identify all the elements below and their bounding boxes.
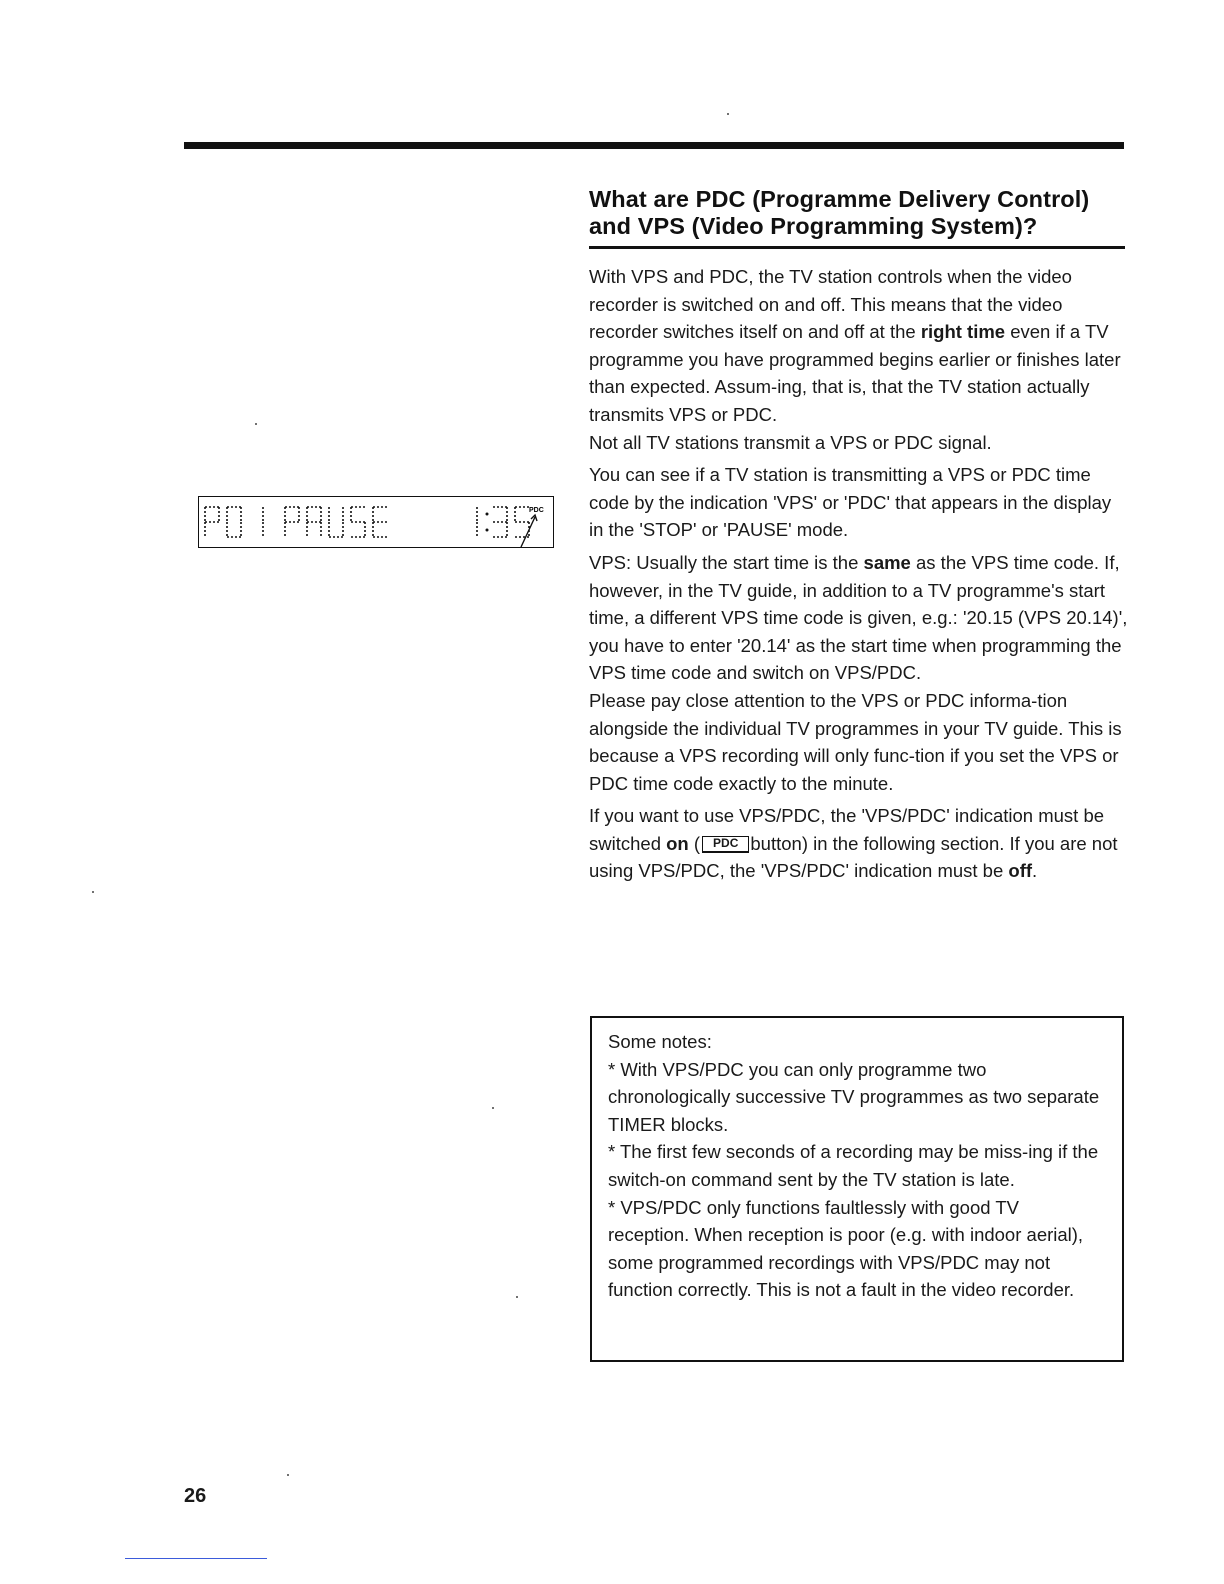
notes-box xyxy=(590,1016,1124,1362)
pdc-button-icon: PDC xyxy=(702,836,749,853)
scan-speck xyxy=(727,113,729,115)
bottom-rule xyxy=(125,1558,267,1559)
body-text xyxy=(589,263,1129,890)
note-item-3: * VPS/PDC only functions faultlessly with good TV reception. When reception is poor (e.g. with indoor aerial), some programmed recordings with VPS/PDC may not function correctly. This is not a fault in the video recorder. xyxy=(608,1196,1084,1301)
p6-text-b: button) in the following section. If you are not using VPS/PDC, the 'VPS/PDC' indication must be xyxy=(589,832,1118,882)
p6-bold-off: off xyxy=(1008,860,1033,882)
scan-speck xyxy=(92,891,94,893)
notes-title: Some notes: xyxy=(608,1031,712,1052)
top-rule xyxy=(184,142,1124,149)
paragraph-4 xyxy=(589,549,1129,687)
p6-text-a: If you want to use VPS/PDC, the 'VPS/PDC' indication must be switched xyxy=(589,805,1105,854)
p4-bold: same xyxy=(863,551,911,573)
pointer-arrow-icon xyxy=(521,515,537,547)
p1-text-b: even if a TV programme you have programmed begins earlier or finishes later than expected. Assum-ing, that is, that the TV station actually transmits VPS or PDC. xyxy=(589,321,1121,425)
lcd-colon xyxy=(486,513,489,516)
paragraph-3: You can see if a TV station is transmitting a VPS or PDC time code by the indication 'VPS' or 'PDC' that appears in the display in the 'STOP' or 'PAUSE' mode. xyxy=(589,464,1112,541)
note-item-1: * With VPS/PDC you can only programme two chronologically successive TV programmes as two separate TIMER blocks. xyxy=(608,1058,1100,1135)
p1-bold: right time xyxy=(920,321,1006,343)
scan-speck xyxy=(255,423,257,425)
lcd-colon xyxy=(486,529,489,532)
p1-text-a: With VPS and PDC, the TV station controls when the video recorder is switched on and off. This means that the video recorder switches itself on and off at the xyxy=(589,266,1072,343)
scan-speck xyxy=(516,1296,518,1298)
section-heading xyxy=(589,186,1125,249)
p4-text-a: VPS: Usually the start time is the xyxy=(589,551,864,573)
note-item-2: * The first few seconds of a recording may be miss-ing if the switch-on command sent by the TV station is late. xyxy=(608,1141,1099,1190)
p6-end: . xyxy=(1032,860,1038,882)
p4-text-b: as the VPS time code. If, however, in the TV guide, in addition to a TV programme's start time, a different VPS time code is given, e.g.: '20.15 (VPS 20.14)', you have to enter '20.14' as the start time when programming the VPS time code and switch on VPS/PDC. xyxy=(589,551,1128,684)
paragraph-5: Please pay close attention to the VPS or PDC informa-tion alongside the individual TV programmes in your TV guide. This is because a VPS recording will only func-tion if you set the VPS or PDC time code exactly to the minute. xyxy=(589,689,1122,794)
lcd-segment-display xyxy=(199,497,555,549)
paragraph-2: Not all TV stations transmit a VPS or PDC signal. xyxy=(589,431,992,453)
heading-underline xyxy=(589,246,1125,249)
vcr-display-illustration xyxy=(198,496,554,548)
scan-speck xyxy=(492,1107,494,1109)
lcd-pdc-indicator: PDC xyxy=(529,507,544,514)
paragraph-6 xyxy=(589,802,1129,885)
heading-line-2: and VPS (Video Programming System)? xyxy=(589,213,1038,239)
scan-speck xyxy=(287,1474,289,1476)
paragraph-1 xyxy=(589,263,1129,429)
page-number: 26 xyxy=(184,1485,207,1507)
heading-line-1: What are PDC (Programme Delivery Control) xyxy=(589,186,1090,212)
p6-paren: ( xyxy=(688,832,701,854)
p6-bold-on: on xyxy=(666,832,689,854)
